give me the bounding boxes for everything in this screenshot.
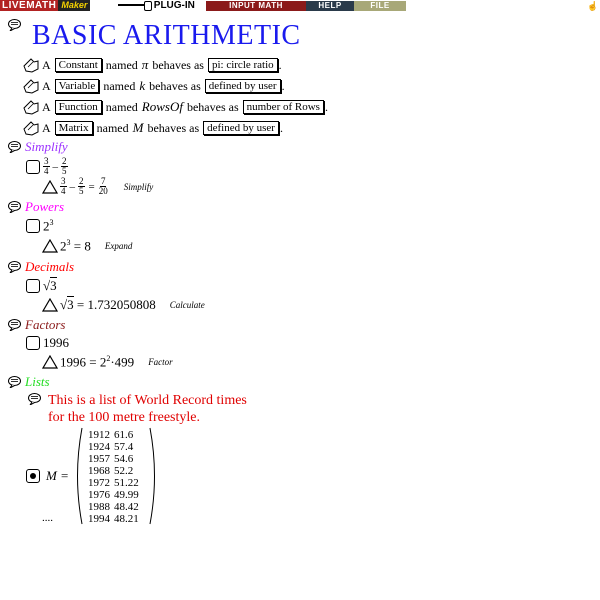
declaration-row[interactable]: [22, 120, 287, 136]
fraction: $\frac{3}{4}$: [44, 156, 49, 176]
decl-behavior-button[interactable]: defined by user: [205, 79, 281, 93]
plug-icon: [118, 4, 148, 6]
year-cell: 1912: [88, 429, 110, 441]
comment-bubble-icon: [8, 319, 21, 331]
simplify-input-row[interactable]: $\frac{3}{4}$ – $\frac{2}{5}$: [26, 157, 68, 176]
decl-suffix: .: [324, 99, 328, 114]
decl-kind-button[interactable]: Constant: [55, 58, 102, 72]
file-menu[interactable]: FILE: [354, 1, 406, 11]
powers-input-row[interactable]: $2^3$: [26, 218, 54, 234]
input-box-icon[interactable]: [26, 336, 40, 350]
comment-bubble-icon[interactable]: [28, 393, 41, 405]
pointing-hand-icon[interactable]: [22, 57, 40, 73]
decl-prefix: A: [42, 99, 51, 114]
section-label: Simplify: [25, 139, 68, 154]
decl-suffix: .: [278, 57, 282, 72]
decl-behaves-text: behaves as: [149, 78, 201, 93]
hand-pointer-icon[interactable]: ☝: [587, 1, 599, 11]
decl-behavior-button[interactable]: number of Rows: [243, 100, 324, 114]
declaration-row[interactable]: [22, 57, 286, 73]
decl-kind-button[interactable]: Matrix: [55, 121, 93, 135]
triangle-result-icon[interactable]: [42, 180, 58, 194]
decl-behaves-text: behaves as: [186, 99, 239, 114]
input-box-icon[interactable]: [26, 279, 40, 293]
logo-maker-text: Maker: [58, 0, 90, 11]
comment-bubble-icon[interactable]: [8, 19, 21, 31]
action-label: Expand: [104, 241, 133, 252]
pointing-hand-icon[interactable]: [22, 120, 40, 136]
toolbar: [0, 0, 600, 11]
section-label: Lists: [25, 374, 50, 389]
decl-symbol: M: [132, 120, 144, 135]
livemath-logo: [0, 0, 90, 11]
pointing-hand-icon[interactable]: [22, 78, 40, 94]
time-cell: 52.2: [114, 465, 134, 477]
help-menu[interactable]: HELP: [306, 1, 354, 11]
record-times-matrix[interactable]: [88, 429, 143, 525]
table-row: [88, 489, 143, 501]
time-cell: 48.21: [114, 513, 139, 525]
action-label: Simplify: [123, 181, 154, 192]
time-cell: 61.6: [114, 429, 134, 441]
decl-kind-button[interactable]: Function: [55, 100, 102, 114]
decl-prefix: A: [42, 57, 51, 72]
note-line: This is a list of World Record times: [48, 393, 247, 408]
decl-behavior-button[interactable]: pi: circle ratio: [208, 58, 278, 72]
table-row: [88, 441, 143, 453]
matrix-row[interactable]: [26, 468, 69, 484]
factors-result-row[interactable]: $1996 = 2^2\cdot 499$ Factor: [42, 354, 173, 370]
triangle-result-icon[interactable]: [42, 239, 58, 253]
year-cell: 1972: [88, 477, 110, 489]
decl-symbol: RowsOf: [141, 99, 183, 114]
factors-input-row[interactable]: 1996: [26, 335, 69, 351]
triangle-result-icon[interactable]: [42, 355, 58, 369]
table-row: [88, 429, 143, 441]
year-cell: 1994: [88, 513, 110, 525]
decl-behavior-button[interactable]: defined by user: [203, 121, 279, 135]
input-math-menu[interactable]: INPUT MATH: [206, 1, 306, 11]
decl-named-text: named: [96, 120, 129, 135]
section-decimals[interactable]: [8, 259, 74, 275]
page-title: BASIC ARITHMETIC: [32, 20, 301, 51]
ellipsis: ....: [42, 512, 53, 524]
decl-symbol: π: [141, 57, 149, 72]
input-box-icon[interactable]: [26, 160, 40, 174]
fraction: $\frac{2}{5}$: [62, 156, 67, 176]
decl-suffix: .: [279, 120, 283, 135]
matrix-label: M =: [46, 468, 69, 483]
decl-prefix: A: [42, 78, 51, 93]
year-cell: 1976: [88, 489, 110, 501]
section-label: Decimals: [25, 259, 75, 274]
section-lists[interactable]: [8, 374, 50, 390]
decl-kind-button[interactable]: Variable: [55, 79, 100, 93]
right-paren: [148, 427, 160, 525]
comment-bubble-icon: [8, 141, 21, 153]
time-cell: 49.99: [114, 489, 139, 501]
logo-live-text: LIVEMATH: [2, 0, 57, 11]
triangle-result-icon[interactable]: [42, 298, 58, 312]
year-cell: 1968: [88, 465, 110, 477]
table-row: [88, 453, 143, 465]
action-label: Factor: [148, 357, 173, 368]
decl-named-text: named: [105, 57, 138, 72]
decl-behaves-text: behaves as: [147, 120, 200, 135]
selected-input-box-icon[interactable]: [26, 469, 40, 483]
plugin-label: PLUG-IN: [153, 0, 195, 11]
table-row: [88, 501, 143, 513]
year-cell: 1988: [88, 501, 110, 513]
table-row: [88, 477, 143, 489]
decimals-result-row[interactable]: √3 = 1.732050808 Calculate: [42, 297, 205, 313]
section-label: Powers: [25, 199, 64, 214]
declaration-row[interactable]: [22, 78, 289, 94]
pointing-hand-icon[interactable]: [22, 99, 40, 115]
time-cell: 51.22: [114, 477, 139, 489]
note-line: for the 100 metre freestyle.: [48, 410, 200, 425]
decl-named-text: named: [105, 99, 138, 114]
plugin-indicator: [118, 0, 195, 11]
section-factors[interactable]: [8, 317, 65, 333]
action-label: Calculate: [169, 300, 205, 310]
time-cell: 48.42: [114, 501, 139, 513]
table-row: [88, 513, 143, 525]
powers-result-row[interactable]: $2^3 = 8$ Expand: [42, 238, 132, 254]
comment-bubble-icon: [8, 261, 21, 273]
decl-behaves-text: behaves as: [152, 57, 204, 72]
year-cell: 1924: [88, 441, 110, 453]
decl-symbol: k: [139, 78, 146, 93]
left-paren: [72, 427, 84, 525]
decl-suffix: .: [281, 78, 285, 93]
time-cell: 54.6: [114, 453, 134, 465]
decl-named-text: named: [103, 78, 136, 93]
declaration-row[interactable]: [22, 99, 332, 115]
input-box-icon[interactable]: [26, 219, 40, 233]
section-simplify[interactable]: [8, 139, 68, 155]
decl-prefix: A: [42, 120, 51, 135]
section-powers[interactable]: [8, 199, 64, 215]
time-cell: 57.4: [114, 441, 134, 453]
simplify-result-row[interactable]: $\frac{3}{4}$ – $\frac{2}{5}$ = $\frac{7}{20}$ Simplify: [42, 177, 153, 196]
lists-note: [48, 392, 247, 426]
year-cell: 1957: [88, 453, 110, 465]
table-row: [88, 465, 143, 477]
comment-bubble-icon: [8, 376, 21, 388]
decimals-input-row[interactable]: √3: [26, 278, 57, 294]
comment-bubble-icon: [8, 201, 21, 213]
section-label: Factors: [25, 317, 66, 332]
